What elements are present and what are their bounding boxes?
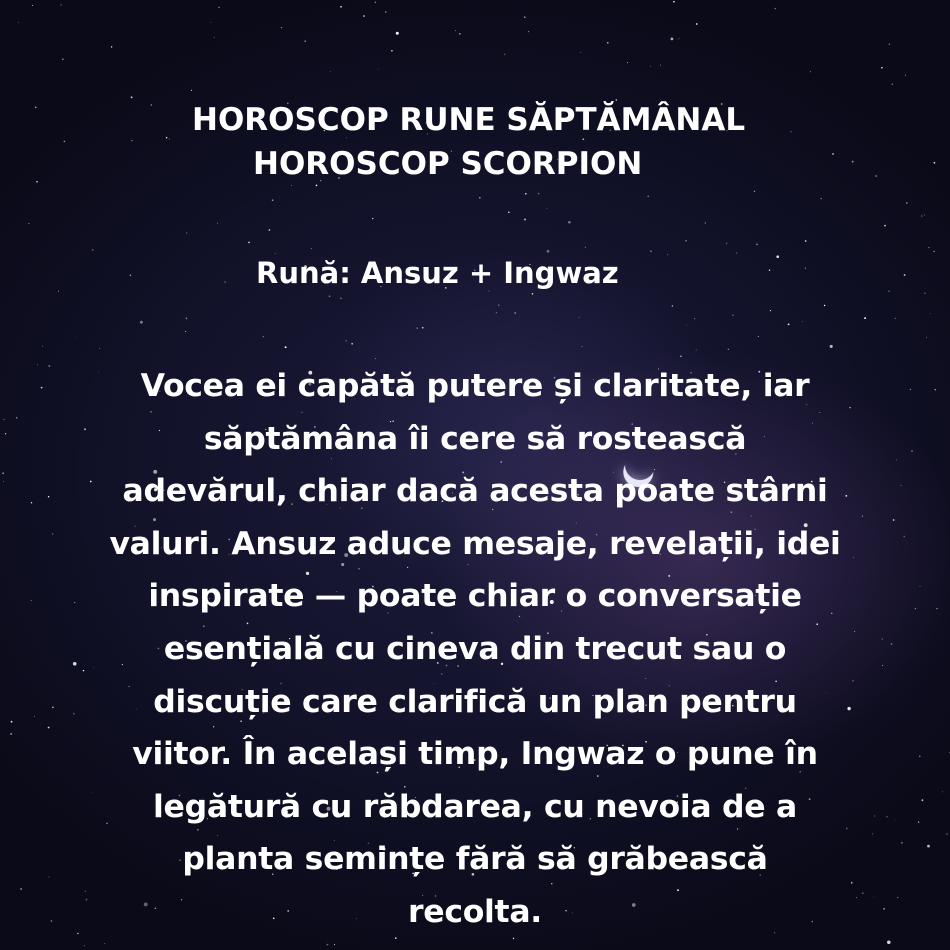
- star: [375, 2, 376, 3]
- star: [111, 46, 113, 48]
- star: [169, 139, 170, 140]
- star: [281, 27, 282, 28]
- star: [889, 44, 891, 46]
- star: [140, 321, 143, 324]
- star: [422, 327, 424, 329]
- star: [92, 249, 94, 251]
- star: [924, 292, 926, 294]
- star: [650, 250, 651, 251]
- star: [680, 355, 682, 357]
- star: [479, 197, 481, 199]
- star: [20, 888, 22, 890]
- star: [935, 389, 936, 390]
- star: [496, 312, 497, 313]
- star: [455, 30, 456, 31]
- star: [31, 502, 32, 503]
- star: [802, 321, 803, 322]
- star: [895, 318, 896, 319]
- star: [5, 433, 6, 434]
- star: [2, 473, 3, 474]
- star: [3, 419, 4, 420]
- star: [417, 327, 418, 328]
- star: [936, 608, 937, 609]
- star: [225, 281, 226, 282]
- star: [927, 845, 930, 848]
- star: [627, 62, 628, 63]
- star: [832, 153, 834, 155]
- star: [18, 22, 19, 23]
- text-line: Vocea ei capătă putere și claritate, iar: [140, 368, 810, 404]
- star: [736, 253, 737, 254]
- star: [580, 52, 581, 53]
- text-line: valuri. Ansuz aduce mesaje, revelații, idei: [109, 525, 841, 562]
- star: [285, 346, 287, 348]
- star: [673, 1, 675, 3]
- star: [58, 291, 59, 292]
- star: [131, 96, 133, 98]
- star: [268, 229, 270, 231]
- star: [34, 716, 35, 717]
- star: [340, 6, 342, 8]
- star: [911, 450, 913, 452]
- star: [3, 481, 4, 482]
- star: [830, 345, 833, 348]
- star: [875, 175, 877, 177]
- star: [524, 17, 525, 18]
- star: [607, 42, 609, 44]
- text-line: adevărul, chiar dacă acesta poate stârni: [122, 473, 828, 510]
- star: [647, 196, 649, 198]
- star: [32, 5, 33, 6]
- star: [459, 33, 461, 35]
- star: [776, 255, 779, 258]
- star: [660, 65, 661, 66]
- text-line: planta semințe fără să grăbească: [182, 841, 768, 878]
- star: [498, 305, 499, 306]
- star: [99, 348, 100, 349]
- star: [166, 137, 168, 139]
- star: [31, 600, 32, 601]
- star: [11, 721, 13, 723]
- horoscope-text: [40, 360, 910, 939]
- text-line: viitor. În același timp, Ingwaz o pune în: [132, 736, 818, 773]
- star: [326, 944, 328, 946]
- star: [42, 346, 43, 347]
- star: [946, 833, 947, 834]
- star: [921, 799, 923, 801]
- star: [35, 106, 37, 108]
- star: [585, 247, 586, 248]
- star: [705, 222, 706, 223]
- text-line: recolta.: [408, 893, 542, 930]
- star: [396, 32, 399, 35]
- star: [524, 219, 526, 221]
- star: [686, 325, 687, 326]
- star: [671, 38, 674, 41]
- star: [62, 58, 63, 59]
- star: [186, 232, 187, 233]
- star: [372, 218, 373, 219]
- star: [933, 251, 934, 252]
- star: [852, 161, 854, 163]
- star: [678, 38, 679, 39]
- star: [10, 733, 12, 735]
- star: [191, 90, 192, 91]
- star: [528, 31, 529, 32]
- star: [732, 315, 733, 316]
- star: [581, 346, 582, 347]
- star: [775, 8, 777, 10]
- star: [926, 337, 927, 338]
- star: [84, 945, 85, 946]
- star: [918, 821, 919, 822]
- star: [75, 337, 76, 338]
- star: [36, 181, 38, 183]
- text-line: esențială cu cineva din trecut sau o: [163, 630, 787, 667]
- star: [60, 4, 62, 6]
- star: [334, 944, 335, 945]
- star: [218, 7, 219, 8]
- star: [881, 67, 883, 69]
- star: [805, 240, 807, 242]
- star: [928, 247, 929, 248]
- star: [769, 269, 770, 270]
- star: [304, 40, 306, 42]
- star: [770, 310, 771, 311]
- text-line: discuție care clarifică un plan pentru: [153, 683, 797, 720]
- star: [888, 291, 889, 292]
- star: [756, 244, 758, 246]
- star: [391, 50, 393, 52]
- text-line: săptămâna îi cere să rostească: [203, 420, 747, 457]
- star: [546, 208, 547, 209]
- star: [131, 140, 132, 141]
- text-line: legătură cu răbdarea, cu nevoia de a: [153, 788, 797, 825]
- star: [791, 131, 792, 132]
- star: [905, 75, 906, 76]
- star: [104, 943, 105, 944]
- star: [514, 312, 516, 314]
- star: [758, 336, 759, 337]
- star: [311, 248, 312, 249]
- star: [37, 364, 38, 365]
- star: [884, 225, 886, 227]
- star: [346, 340, 347, 341]
- star: [906, 202, 908, 204]
- star: [151, 104, 153, 106]
- star: [919, 756, 921, 758]
- star: [186, 318, 188, 320]
- star: [650, 66, 651, 67]
- star: [696, 350, 697, 351]
- star: [351, 343, 353, 345]
- star: [696, 23, 698, 25]
- star: [378, 69, 379, 70]
- star: [924, 215, 925, 216]
- star: [824, 305, 825, 306]
- title-line-2: HOROSCOP SCORPION: [253, 146, 643, 182]
- star: [672, 305, 674, 307]
- star: [920, 586, 921, 587]
- star: [525, 193, 527, 195]
- star: [248, 242, 250, 244]
- star: [340, 298, 341, 299]
- star: [185, 331, 186, 332]
- star: [864, 317, 866, 319]
- star: [788, 324, 790, 326]
- star: [904, 274, 906, 276]
- star: [892, 84, 893, 85]
- star: [934, 162, 936, 164]
- title-line-1: HOROSCOP RUNE SĂPTĂMÂNAL: [192, 102, 746, 138]
- star: [942, 792, 943, 793]
- star: [667, 254, 668, 255]
- star: [508, 211, 510, 213]
- star: [887, 941, 891, 945]
- star: [921, 215, 923, 217]
- star: [805, 268, 806, 269]
- star: [130, 275, 132, 277]
- star: [915, 608, 916, 609]
- star: [330, 71, 331, 72]
- star: [385, 11, 386, 12]
- star: [217, 223, 218, 224]
- star: [728, 349, 729, 350]
- star: [685, 240, 686, 241]
- star: [64, 141, 66, 143]
- star: [214, 37, 215, 38]
- star: [272, 199, 274, 201]
- star: [810, 71, 811, 72]
- star: [16, 417, 17, 418]
- star: [579, 317, 580, 318]
- text-line: inspirate — poate chiar o conversație: [148, 578, 802, 615]
- star: [754, 191, 755, 192]
- star: [538, 193, 540, 195]
- star: [726, 243, 727, 244]
- star: [263, 336, 264, 337]
- star: [930, 313, 931, 314]
- star: [375, 358, 376, 359]
- star: [28, 223, 29, 224]
- star: [504, 54, 505, 55]
- star: [694, 318, 695, 319]
- rune-label: Rună: Ansuz + Ingwaz: [256, 256, 619, 290]
- star: [821, 198, 822, 199]
- star: [568, 221, 571, 224]
- star: [210, 22, 211, 23]
- star: [363, 15, 365, 17]
